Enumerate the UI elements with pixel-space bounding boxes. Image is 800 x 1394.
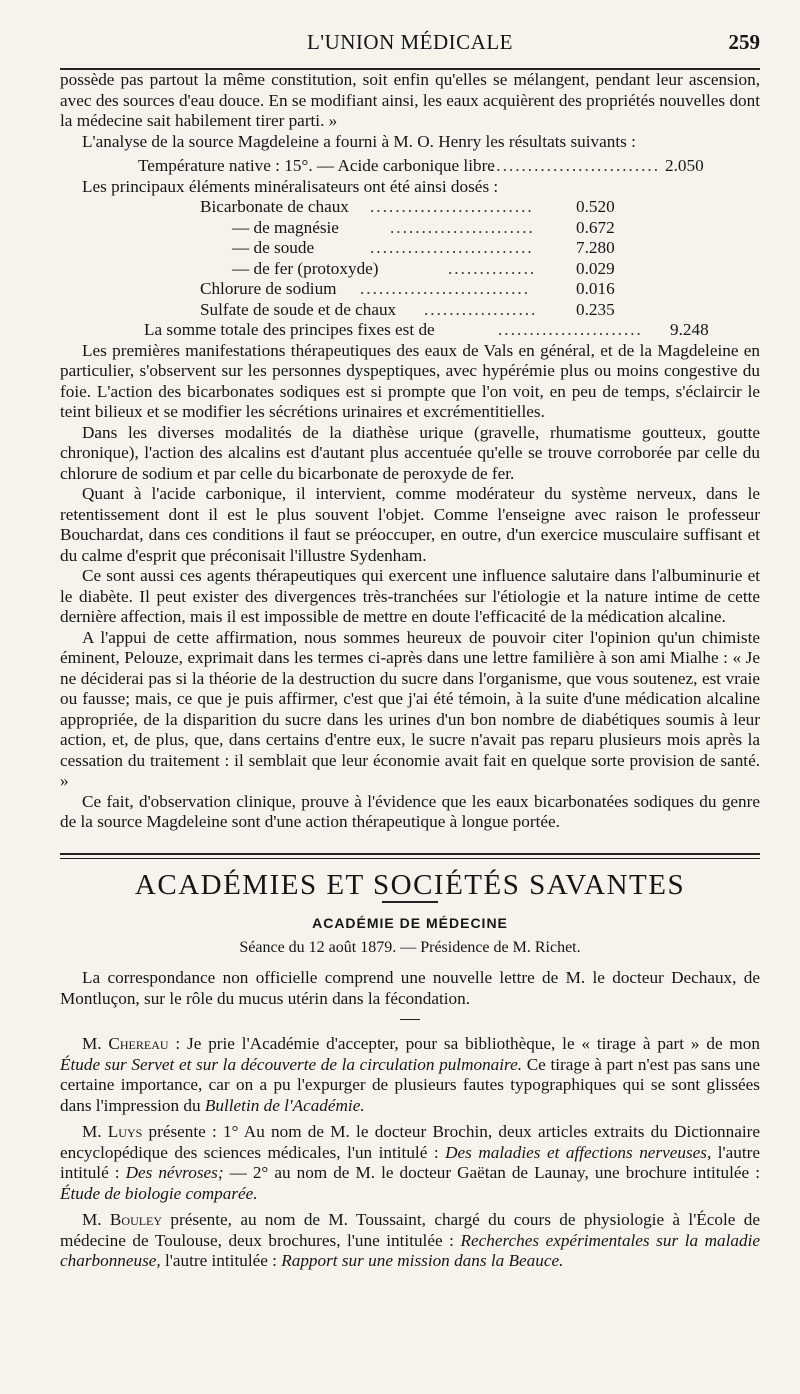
analysis-row bbox=[60, 197, 760, 218]
leader-dots: ........................... bbox=[360, 279, 531, 298]
analysis-value: 0.016 bbox=[576, 279, 615, 298]
paragraph-text: — 2° au nom de M. le docteur Gaëtan de Launay, une brochure intitulée : bbox=[223, 1163, 760, 1182]
paragraph-text: : Je prie l'Académie d'accepter, pour sa bibliothèque, le « tirage à part » de mon bbox=[168, 1034, 760, 1053]
analysis-table bbox=[60, 156, 760, 341]
intro-paragraph: possède pas partout la même constitution, soit enfin qu'elles se mélangent, pendant leur ascension, avec des sources d'eau douce. En se modifiant ainsi, les eaux acquièrent des propriétés nouvelles dont la médecine sait habilement tirer parti. » bbox=[60, 70, 760, 130]
leader-dots: .............. bbox=[448, 258, 537, 278]
analysis-label: — de magnésie bbox=[232, 217, 339, 237]
section-title: ACADÉMIES ET SOCIÉTÉS SAVANTES bbox=[134, 868, 686, 901]
paragraph-text: présente, au nom de M. Toussaint, chargé du cours de physiologie à l'École de médecine de Toulouse, deux brochures, l'une intitulée : bbox=[60, 1210, 760, 1250]
leader-dots: ........................... bbox=[490, 156, 661, 175]
analysis-row bbox=[60, 279, 760, 300]
title-rule bbox=[382, 901, 438, 903]
speaker-name: M. Luys bbox=[82, 1122, 143, 1141]
bouley-paragraph bbox=[60, 1210, 760, 1272]
analysis-label: Bicarbonate de chaux bbox=[200, 197, 349, 216]
paragraph-text: présente : 1° Au nom de M. le docteur Brochin, deux articles extraits du Dictionnaire encyclopédique des sciences médicales, l'un intitulé : bbox=[60, 1122, 760, 1162]
analysis-value: 0.029 bbox=[576, 258, 615, 278]
body-paragraph: Ce sont aussi ces agents thérapeutiques qui exercent une influence salutaire dans l'albuminurie et le diabète. Il peut exister des divergences très-tranchées sur l'étiologie et la nature intime de cette dernière affection, mais il est impossible de mettre en doute l'efficacité de la médication alcaline. bbox=[60, 566, 760, 626]
analysis-value: 0.672 bbox=[576, 217, 615, 237]
body-paragraph: A l'appui de cette affirmation, nous sommes heureux de pouvoir citer l'opinion qu'un chimiste éminent, Pelouze, exprimait dans les termes ci-après dans une lettre familière à son ami Mialhe : « Je ne déciderai pas si la théorie de la destruction du sucre dans l'organisme, que vous soutenez, est vraie ou fausse; mais, ce que je puis affirmer, c'est que j'ai été témoin, à la suite d'une médication alcaline appropriée, de la disparition du sucre dans les urines d'un bon nombre de diabétiques soumis à leur action, et, de plus, que, dans certains d'entre eux, le sucre n'avait pas reparu plusieurs mois après la cessation du traitement : il semblait que leur économie avait fait en quelque sorte provision de santé. » bbox=[60, 627, 760, 790]
paragraph-text: l'autre intitulée : bbox=[160, 1251, 282, 1270]
analysis-label: Chlorure de sodium bbox=[200, 279, 337, 298]
leader-dots: .................. bbox=[424, 299, 538, 319]
analysis-row bbox=[60, 259, 760, 280]
analysis-value: 0.235 bbox=[576, 299, 615, 319]
analysis-row bbox=[60, 218, 760, 239]
temperature-row bbox=[60, 156, 760, 177]
temperature-label: Température native : 15°. — Acide carbonique libre bbox=[138, 156, 495, 175]
analysis-value: 0.520 bbox=[576, 197, 615, 216]
separator-rule bbox=[400, 1019, 420, 1020]
work-title: Rapport sur une mission dans la Beauce. bbox=[281, 1251, 564, 1270]
elements-intro-row bbox=[60, 177, 760, 198]
body-paragraph: Les premières manifestations thérapeutiques des eaux de Vals en général, et de la Magdeleine en particulier, s'observent sur les personnes dyspeptiques, avec hypérémie plus ou moins congestive du foie. L'action des bicarbonates sodiques est si prompte que l'on voit, en peu de temps, s'éclaircir le teint bilieux et se modifier les sécrétions urinaires et excrémentitielles. bbox=[60, 340, 760, 421]
running-header bbox=[60, 30, 760, 60]
correspondence-paragraph: La correspondance non officielle comprend une nouvelle lettre de M. le docteur Dechaux, de Montluçon, sur le rôle du mucus utérin dans la fécondation. bbox=[60, 968, 760, 1008]
total-label: La somme totale des principes fixes est de bbox=[144, 320, 435, 339]
analysis-value: 7.280 bbox=[576, 238, 615, 257]
temperature-value: 2.050 bbox=[665, 156, 704, 175]
body-paragraph: Ce fait, d'observation clinique, prouve à l'évidence que les eaux bicarbonatées sodiques du genre de la source Magdeleine sont d'une action thérapeutique à longue portée. bbox=[60, 791, 760, 831]
page-body bbox=[60, 70, 760, 1272]
speaker-name: M. Chereau bbox=[82, 1034, 169, 1053]
analysis-intro: L'analyse de la source Magdeleine a fourni à M. O. Henry les résultats suivants : bbox=[82, 131, 636, 151]
body-paragraph: Quant à l'acide carbonique, il intervient, comme modérateur du système nerveux, dans le retentissement dont il est le plus souvent l'objet. Comme l'enseigne avec raison le professeur Bouchardat, dans ces conditions il faut se préoccuper, en outre, d'un exercice musculaire suffisant et du calme d'esprit que préconisait l'illustre Sydenham. bbox=[60, 484, 760, 565]
analysis-row bbox=[60, 238, 760, 259]
analysis-label: — de soude bbox=[232, 238, 315, 257]
leader-dots: .......................... bbox=[370, 197, 534, 216]
total-row bbox=[60, 320, 760, 341]
section-divider bbox=[60, 853, 760, 859]
academy-heading: ACADÉMIE DE MÉDECINE bbox=[312, 915, 508, 931]
body-paragraph: Dans les diverses modalités de la diathèse urique (gravelle, rhumatisme goutteux, goutte chronique), l'action des alcalins est d'autant plus accentuée qu'elle se trouve corroborée par celle du chlorure de sodium et par celle du bicarbonate de peroxyde de fer. bbox=[60, 422, 760, 483]
leader-dots: .......................... bbox=[370, 238, 534, 257]
luys-paragraph bbox=[60, 1122, 760, 1204]
speaker-name: M. Bouley bbox=[82, 1210, 163, 1229]
work-title: Recherches expérimentales sur la maladie charbonneuse, bbox=[60, 1230, 760, 1270]
analysis-row bbox=[60, 300, 760, 321]
journal-title: L'UNION MÉDICALE bbox=[306, 30, 513, 54]
page-number: 259 bbox=[728, 30, 760, 54]
work-title: Bulletin de l'Académie. bbox=[204, 1095, 365, 1115]
work-title: Des maladies et affections nerveuses, bbox=[445, 1142, 712, 1162]
session-line: Séance du 12 août 1879. — Présidence de M. Richet. bbox=[239, 938, 581, 956]
work-title: Étude de biologie comparée. bbox=[60, 1183, 258, 1203]
analysis-label: — de fer (protoxyde) bbox=[232, 258, 379, 278]
total-value: 9.248 bbox=[670, 320, 709, 339]
leader-dots: ....................... bbox=[390, 217, 535, 237]
elements-intro: Les principaux éléments minéralisateurs ont été ainsi dosés : bbox=[82, 176, 499, 196]
work-title: Étude sur Servet et sur la découverte de la circulation pulmonaire. bbox=[60, 1054, 523, 1074]
work-title: Des névroses; bbox=[125, 1163, 224, 1182]
paragraph-text: l'autre intitulé : bbox=[60, 1142, 760, 1182]
chereau-paragraph bbox=[60, 1034, 760, 1116]
paragraph-text: Ce tirage à part n'est pas sans une certaine importance, car on a pu l'expurger de plusieurs fautes typographiques qui se sont glissées dans l'impression du bbox=[60, 1054, 760, 1115]
analysis-label: Sulfate de soude et de chaux bbox=[200, 299, 397, 319]
leader-dots: ....................... bbox=[498, 320, 643, 339]
